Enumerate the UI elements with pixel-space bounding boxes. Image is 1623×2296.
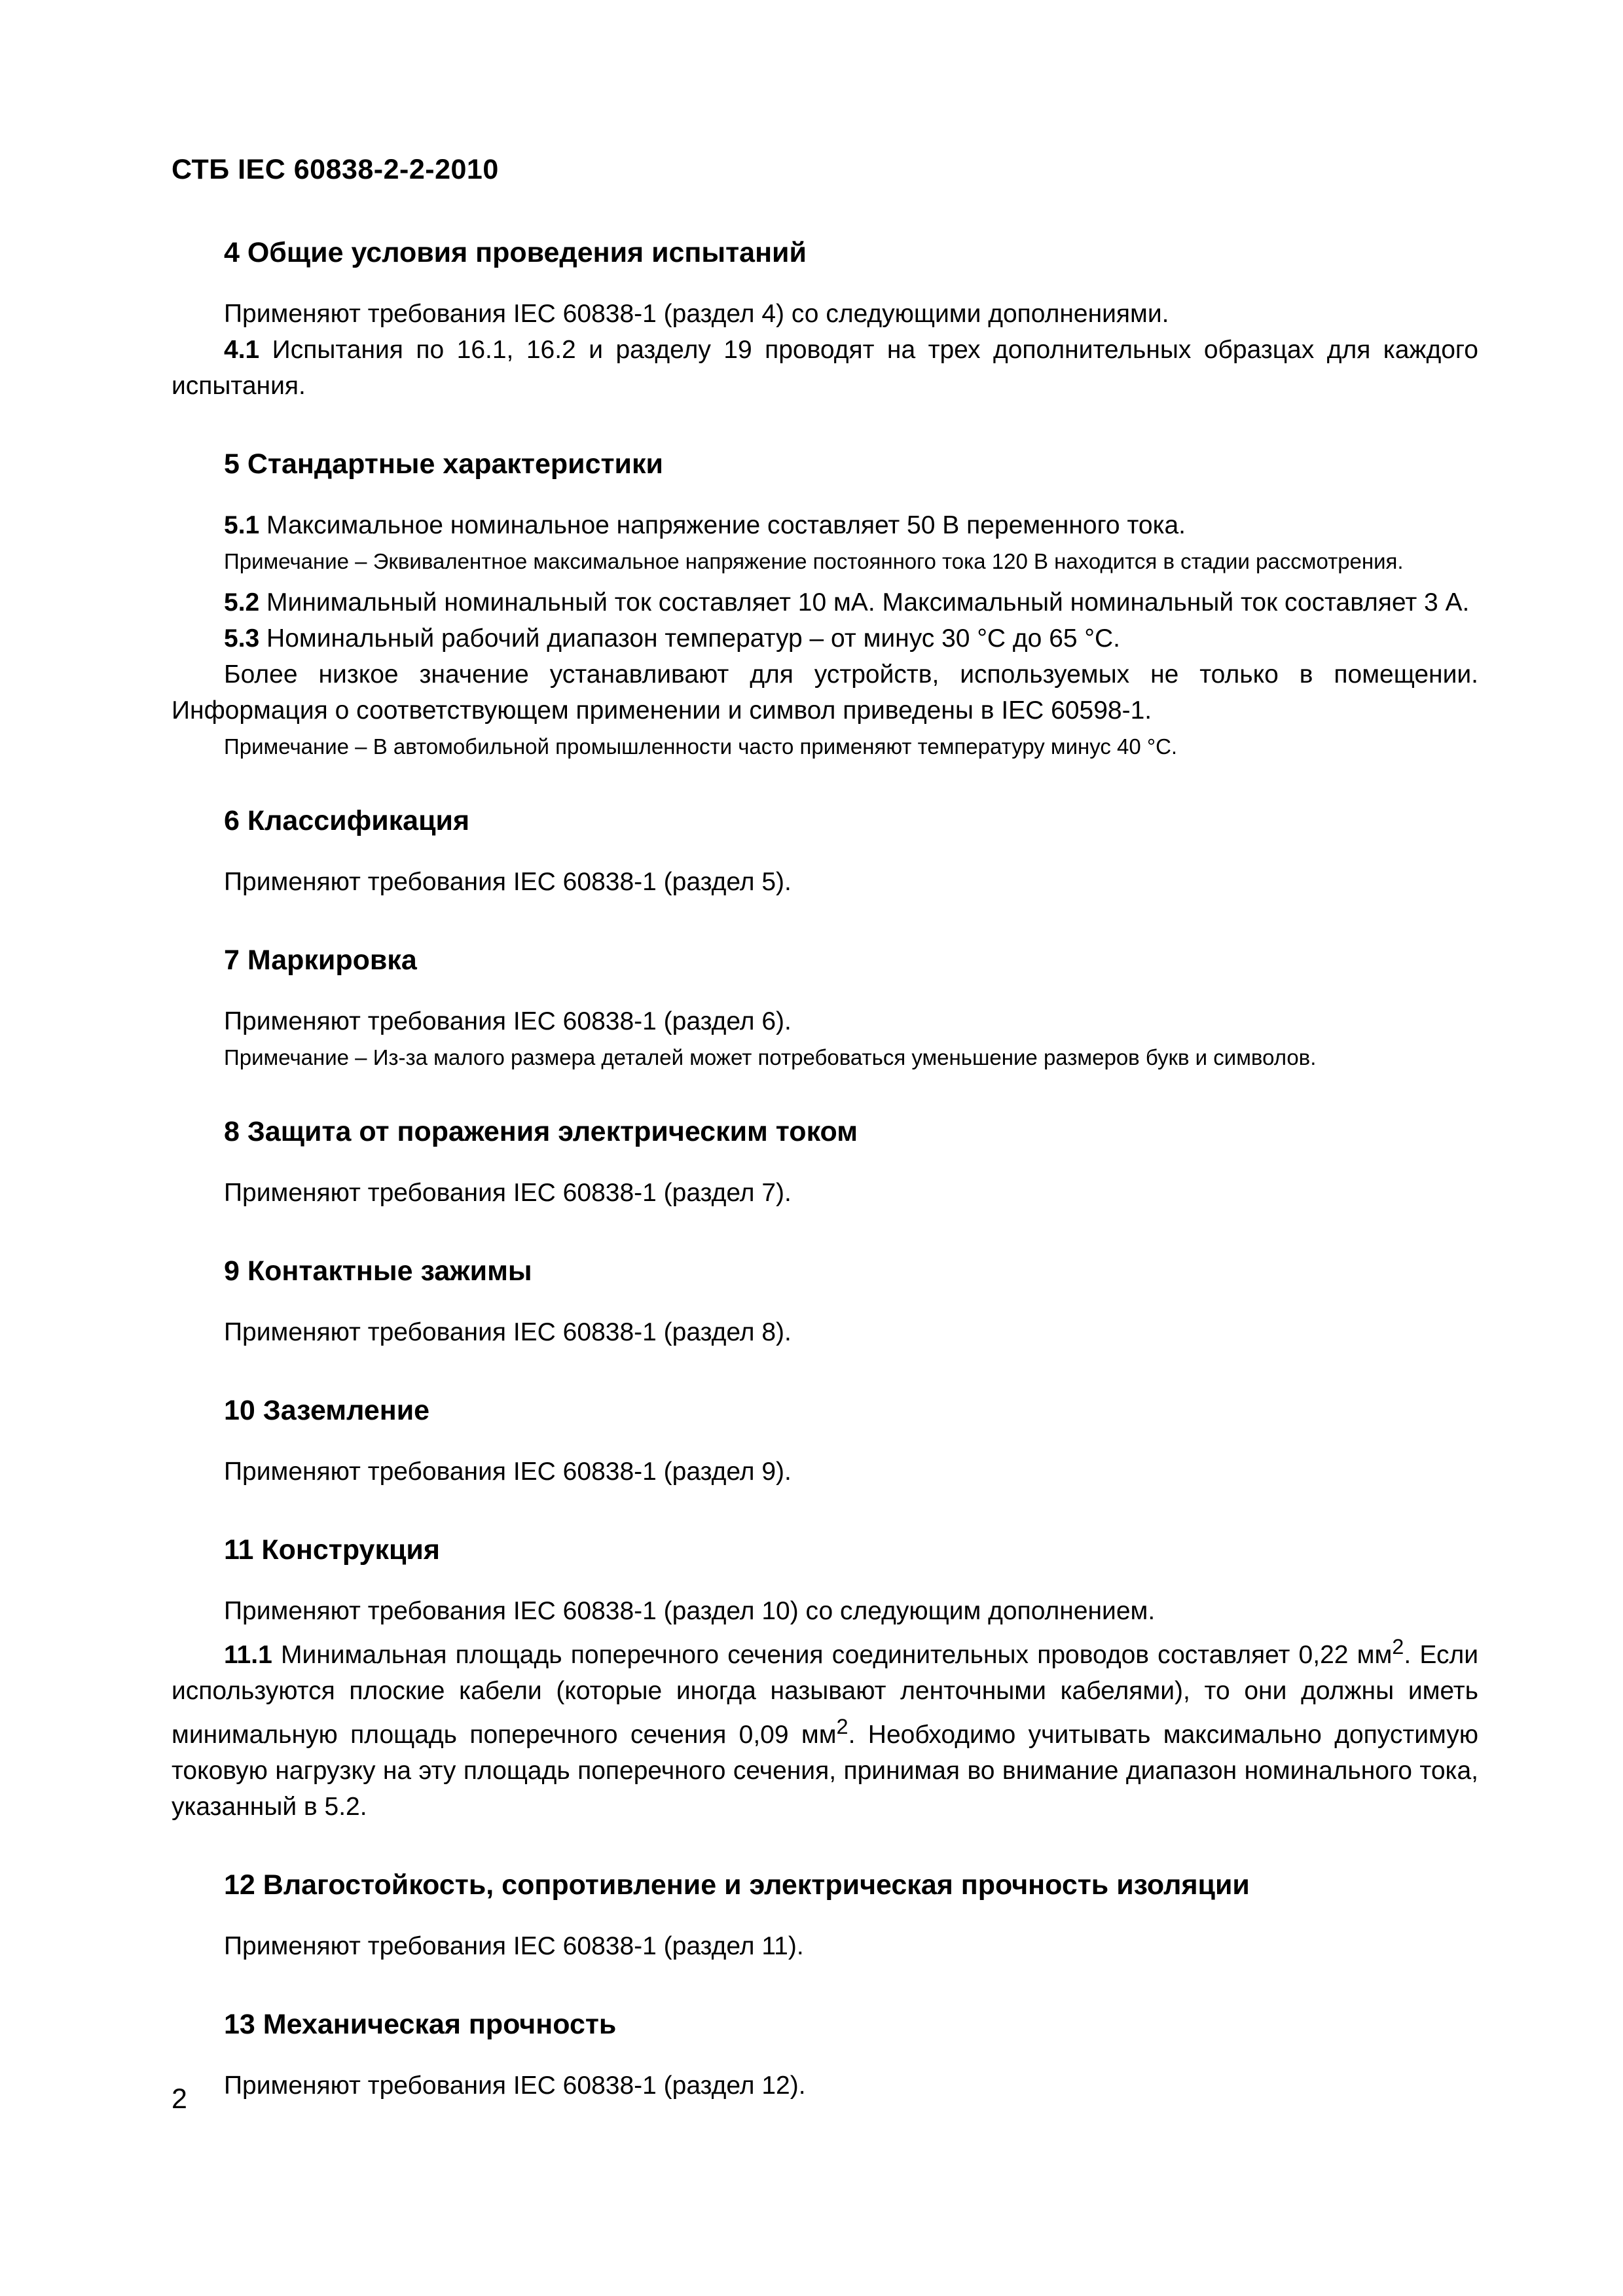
section-13-title: 13 Механическая прочность (224, 2009, 617, 2040)
clause-text-b: . Если используются плоские кабели (которые иногда называют ленточными кабелями), то они должны иметь минимальную площадь поперечного сечения 0,09 мм (172, 1641, 1478, 1749)
note-5-3: Примечание – В автомобильной промышленности часто применяют температуру минус 40 °С. (224, 734, 1178, 759)
clause-11-1 (172, 1629, 1478, 1825)
section-12-title: 12 Влагостойкость, сопротивление и электрическая прочность изоляции (224, 1869, 1250, 1901)
clause-5-2 (172, 584, 1478, 620)
superscript: 2 (836, 1715, 848, 1738)
section-10 (172, 1392, 1478, 1490)
section-7-text: Применяют требования IEC 60838-1 (раздел 6). (224, 1007, 792, 1035)
clause-number: 11.1 (224, 1641, 272, 1669)
section-13 (172, 2006, 1478, 2104)
section-7-title: 7 Маркировка (224, 944, 417, 976)
section-10-text: Применяют требования IEC 60838-1 (раздел 9). (224, 1458, 792, 1486)
clause-text-c: . Необходимо учитывать максимально допустимую токовую нагрузку на эту площадь поперечного сечения, принимая во внимание диапазон номинального тока, указанный в 5.2. (172, 1721, 1478, 1821)
section-5-title: 5 Стандартные характеристики (224, 448, 663, 480)
clause-4-1 (172, 332, 1478, 404)
document-header: СТБ IEC 60838-2-2-2010 (172, 154, 499, 185)
clause-number: 5.2 (224, 588, 260, 617)
clause-number: 4.1 (224, 336, 260, 364)
clause-text: Минимальный номинальный ток составляет 10 мА. Максимальный номинальный ток составляет 3 А. (259, 588, 1470, 617)
section-4 (172, 234, 1478, 404)
clause-text: Максимальное номинальное напряжение составляет 50 В переменного тока. (259, 511, 1186, 539)
section-9 (172, 1253, 1478, 1350)
section-12-text: Применяют требования IEC 60838-1 (раздел 11). (224, 1932, 804, 1960)
clause-text: Номинальный рабочий диапазон температур – от минус 30 °С до 65 °С. (259, 624, 1121, 653)
section-4-text: Применяют требования IEC 60838-1 (раздел 4) со следующими дополнениями. (224, 300, 1169, 328)
section-13-text: Применяют требования IEC 60838-1 (раздел 12). (224, 2072, 806, 2100)
note-7: Примечание – Из-за малого размера деталей может потребоваться уменьшение размеров букв и символов. (224, 1045, 1317, 1069)
clause-number: 5.1 (224, 511, 260, 539)
note-5-1: Примечание – Эквивалентное максимальное напряжение постоянного тока 120 В находится в стадии рассмотрения. (224, 549, 1404, 573)
clause-text-a: Минимальная площадь поперечного сечения соединительных проводов составляет 0,22 мм (272, 1641, 1393, 1669)
section-11-text: Применяют требования IEC 60838-1 (раздел 10) со следующим дополнением. (224, 1597, 1156, 1625)
section-11-title: 11 Конструкция (224, 1534, 440, 1566)
section-4-title: 4 Общие условия проведения испытаний (224, 237, 807, 268)
section-8 (172, 1113, 1478, 1211)
section-5-lower-value-text: Более низкое значение устанавливают для устройств, используемых не только в помещении. Информация о соответствующем применении и символ приведены в IEC 60598-1. (172, 660, 1478, 725)
section-6-text: Применяют требования IEC 60838-1 (раздел 5). (224, 868, 792, 896)
superscript: 2 (1392, 1635, 1404, 1659)
section-8-text: Применяют требования IEC 60838-1 (раздел 7). (224, 1179, 792, 1207)
section-9-title: 9 Контактные зажимы (224, 1255, 532, 1287)
clause-5-1 (172, 507, 1478, 543)
document-body (172, 234, 1478, 2104)
clause-number: 5.3 (224, 624, 260, 653)
section-7 (172, 942, 1478, 1071)
section-12 (172, 1867, 1478, 1964)
page-number: 2 (172, 2083, 187, 2115)
section-5 (172, 446, 1478, 761)
section-6 (172, 802, 1478, 900)
clause-text: Испытания по 16.1, 16.2 и разделу 19 проводят на трех дополнительных образцах для каждого испытания. (172, 336, 1478, 400)
section-6-title: 6 Классификация (224, 805, 470, 836)
section-8-title: 8 Защита от поражения электрическим током (224, 1116, 858, 1147)
clause-5-3 (172, 620, 1478, 656)
section-11 (172, 1532, 1478, 1825)
section-10-title: 10 Заземление (224, 1395, 430, 1426)
section-9-text: Применяют требования IEC 60838-1 (раздел 8). (224, 1318, 792, 1346)
